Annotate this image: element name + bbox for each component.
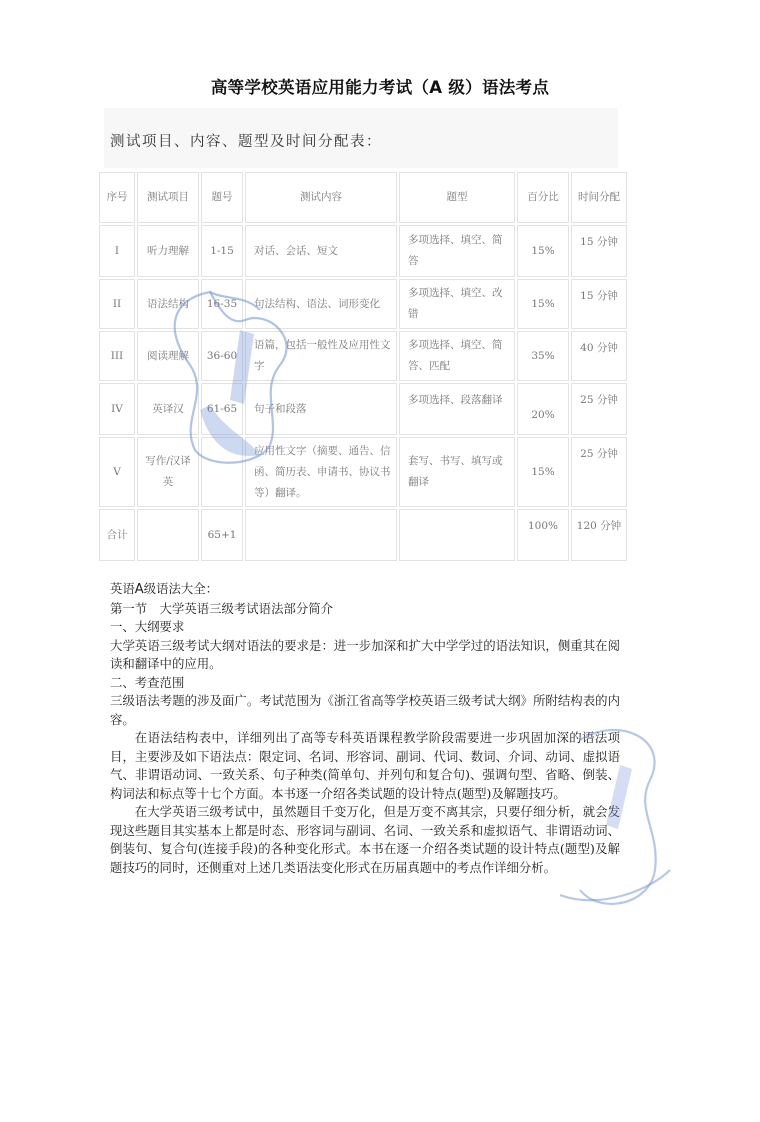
header-type: 题型	[399, 172, 515, 223]
cell-time: 40 分钟	[571, 331, 627, 381]
heading-suffix: 级语法大全：	[143, 581, 219, 596]
document-title: 高等学校英语应用能力考试（A 级）语法考点	[210, 78, 550, 97]
grammar-heading	[110, 580, 620, 600]
header-percent: 百分比	[517, 172, 569, 223]
paragraph: 三级语法考题的涉及面广。考试范围为《浙江省高等学校英语三级考试大纲》所附结构表的内容。	[110, 693, 620, 727]
paragraph: 大学英语三级考试大纲对语法的要求是：进一步加深和扩大中学学过的语法知识，侧重其在阅读和翻译中的应用。	[110, 637, 620, 671]
header-time: 时间分配	[571, 172, 627, 223]
heading-prefix: 英语	[110, 581, 135, 596]
table-header-row	[99, 172, 627, 223]
cell-seq: IV	[99, 383, 135, 435]
cell-item	[137, 509, 199, 561]
cell-num: 16-35	[201, 279, 243, 329]
cell-seq: 合计	[99, 509, 135, 561]
table-row	[99, 437, 627, 507]
cell-type: 多项选择、填空、改错	[399, 279, 515, 329]
cell-num	[201, 437, 243, 507]
cell-content: 对话、会话、短文	[245, 225, 397, 277]
cell-content: 句法结构、语法、词形变化	[245, 279, 397, 329]
cell-seq: I	[99, 225, 135, 277]
cell-time: 25 分钟	[571, 437, 627, 507]
cell-percent: 15%	[517, 279, 569, 329]
header-num: 题号	[201, 172, 243, 223]
cell-content	[245, 509, 397, 561]
heading-latin: A	[134, 582, 144, 597]
exam-allocation-table	[97, 170, 629, 563]
header-content: 测试内容	[245, 172, 397, 223]
table-row	[99, 225, 627, 277]
cell-content: 语篇，包括一般性及应用性文字	[245, 331, 397, 381]
cell-num: 1-15	[201, 225, 243, 277]
cell-num: 61-65	[201, 383, 243, 435]
cell-item: 语法结构	[137, 279, 199, 329]
cell-type: 多项选择、段落翻译	[399, 383, 515, 435]
subheading-scope: 二、考查范围	[110, 674, 185, 690]
cell-percent: 35%	[517, 331, 569, 381]
cell-percent: 15%	[517, 437, 569, 507]
cell-item: 英译汉	[137, 383, 199, 435]
cell-type: 多项选择、填空、简答、匹配	[399, 331, 515, 381]
cell-seq: II	[99, 279, 135, 329]
cell-type: 套写、书写、填写或翻译	[399, 437, 515, 507]
cell-type: 多项选择、填空、简答	[399, 225, 515, 277]
cell-item: 写作/汉译英	[137, 437, 199, 507]
cell-num: 36-60	[201, 331, 243, 381]
cell-content: 应用性文字（摘要、通告、信函、简历表、申请书、协议书等）翻译。	[245, 437, 397, 507]
document-body	[110, 580, 620, 877]
table-row	[99, 331, 627, 381]
cell-time: 25 分钟	[571, 383, 627, 435]
header-seq: 序号	[99, 172, 135, 223]
table-total-row	[99, 509, 627, 561]
cell-item: 听力理解	[137, 225, 199, 277]
table-row	[99, 279, 627, 329]
cell-type	[399, 509, 515, 561]
table-caption: 测试项目、内容、题型及时间分配表：	[110, 134, 382, 150]
cell-content: 句子和段落	[245, 383, 397, 435]
header-item: 测试项目	[137, 172, 199, 223]
cell-percent: 15%	[517, 225, 569, 277]
subheading-outline: 一、大纲要求	[110, 619, 185, 634]
paragraph: 在语法结构表中，详细列出了高等专科英语课程教学阶段需要进一步巩固加深的语法项目，主要涉及如下语法点：限定词、名词、形容词、副词、代词、数词、介词、动词、虚拟语气、非谓语动词、一致关系、句子种类(简单句、并列句和复合句)、强调句型、省略、倒装、构词法和标点等十七个方面。本书逐一介绍各类试题的设计特点(题型)及解题技巧。	[110, 730, 620, 801]
cell-time: 15 分钟	[571, 225, 627, 277]
cell-percent: 20%	[517, 383, 569, 435]
cell-time: 120 分钟	[571, 509, 627, 561]
paragraph: 在大学英语三级考试中，虽然题目千变万化，但是万变不离其宗，只要仔细分析，就会发现这些题目其实基本上都是时态、形容词与副词、名词、一致关系和虚拟语气、非谓语动词、倒装句、复合句(连接手段)的各种变化形式。本书在逐一介绍各类试题的设计特点(题型)及解题技巧的同时，还侧重对上述几类语法变化形式在历届真题中的考点作详细分析。	[110, 804, 620, 875]
cell-seq: III	[99, 331, 135, 381]
cell-item: 阅读理解	[137, 331, 199, 381]
table-row	[99, 383, 627, 435]
cell-percent: 100%	[517, 509, 569, 561]
cell-time: 15 分钟	[571, 279, 627, 329]
cell-seq: V	[99, 437, 135, 507]
section-title: 第一节 大学英语三级考试语法部分简介	[110, 600, 334, 616]
cell-num: 65+1	[201, 509, 243, 561]
